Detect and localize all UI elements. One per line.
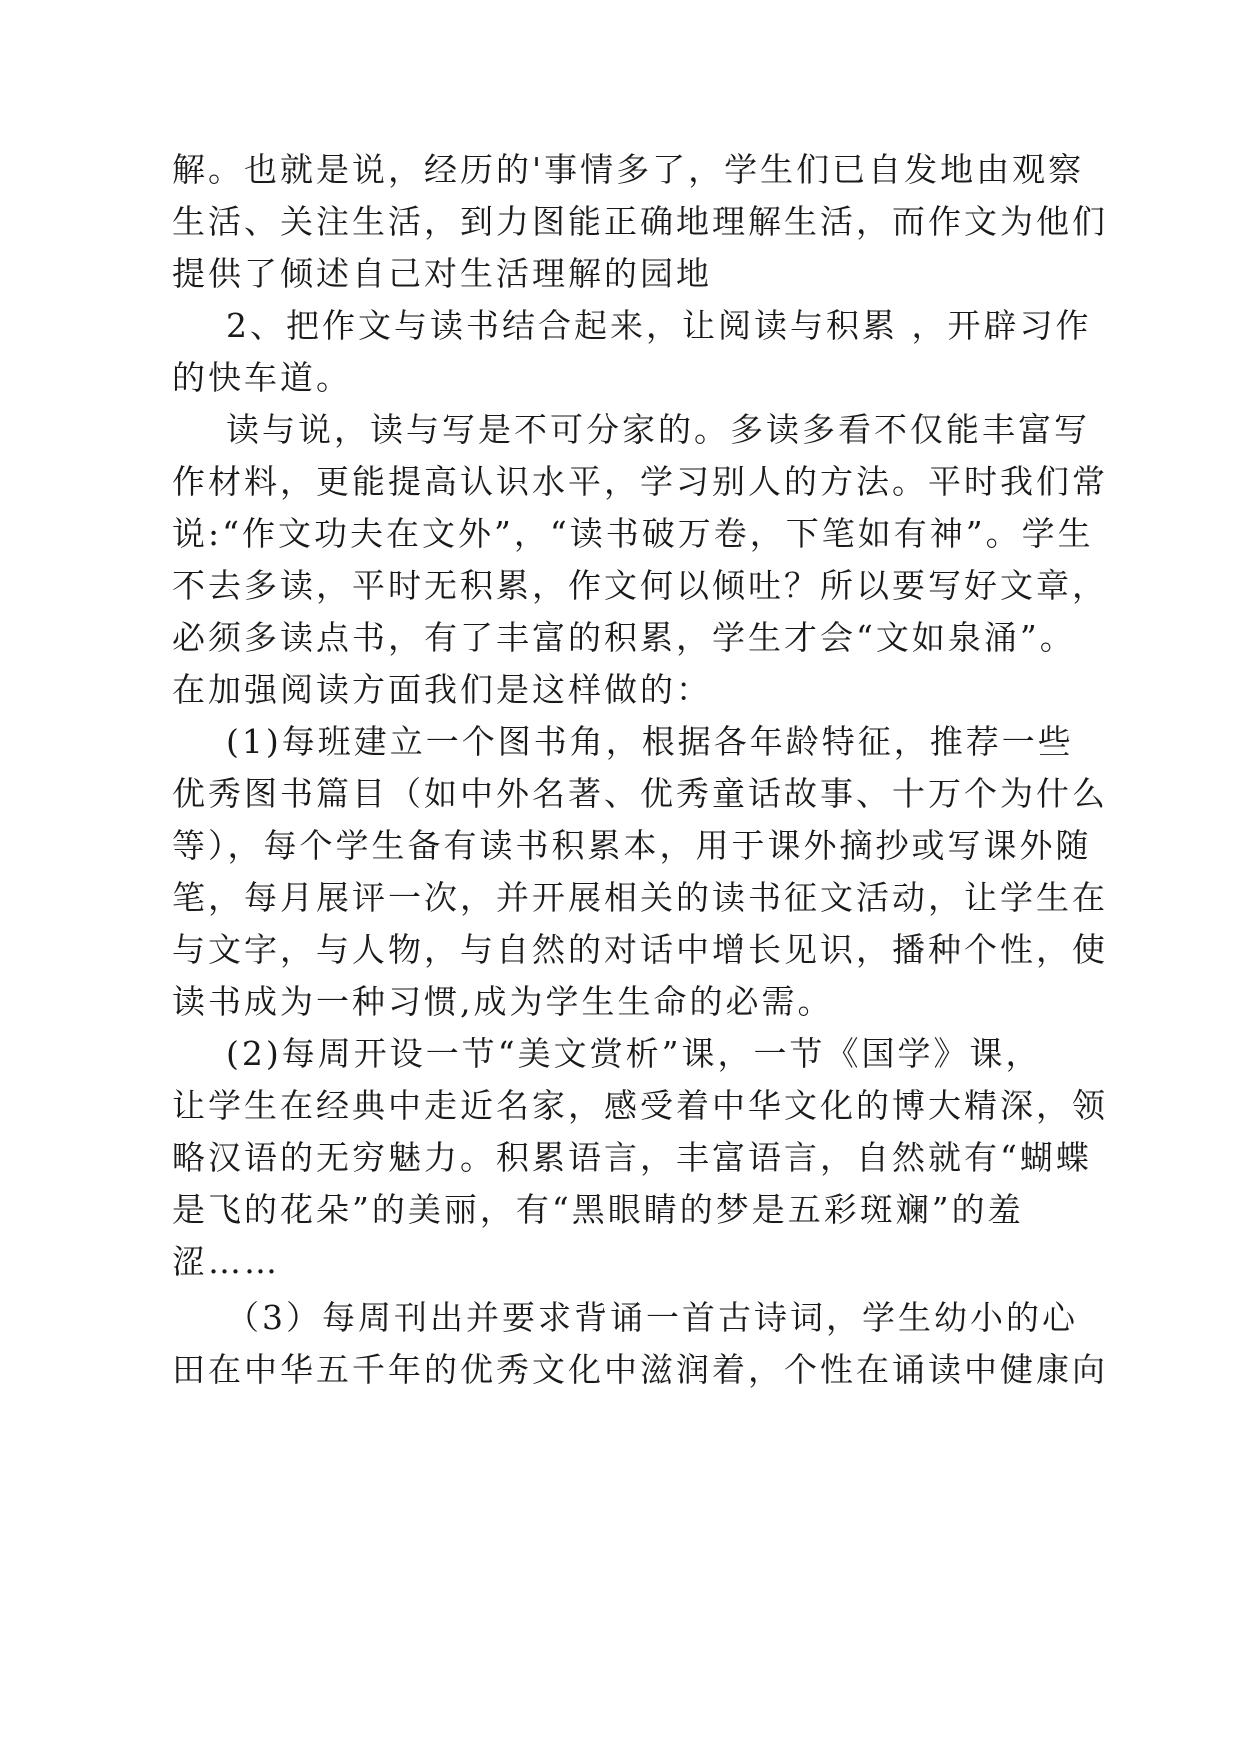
- text-line: 读与说，读与写是不可分家的。多读多看不仅能丰富写: [226, 410, 1090, 449]
- text-line: 提供了倾述自己对生活理解的园地: [172, 254, 712, 293]
- text-line: 涩……: [172, 1242, 280, 1281]
- text-line: 与文字，与人物，与自然的对话中增长见识，播种个性，使: [172, 930, 1108, 969]
- text-line: 优秀图书篇目（如中外名著、优秀童话故事、十万个为什么: [172, 774, 1108, 813]
- text-line: 不去多读，平时无积累，作文何以倾吐？所以要写好文章，: [172, 566, 1108, 605]
- text-line: 的快车道。: [172, 358, 352, 397]
- text-line: 在加强阅读方面我们是这样做的：: [172, 670, 712, 709]
- text-line: 等），每个学生备有读书积累本，用于课外摘抄或写课外随: [172, 826, 1092, 865]
- text-line: (1)每班建立一个图书角，根据各年龄特征，推荐一些: [226, 722, 1074, 761]
- text-line: 必须多读点书，有了丰富的积累，学生才会“文如泉涌”。: [172, 618, 1076, 657]
- text-line: (2)每周开设一节“美文赏析”课，一节《国学》课，: [226, 1034, 1042, 1073]
- text-line: 让学生在经典中走近名家，感受着中华文化的博大精深，领: [172, 1086, 1108, 1125]
- text-line: 作材料，更能提高认识水平，学习别人的方法。平时我们常: [172, 462, 1108, 501]
- text-line: （3）每周刊出并要求背诵一首古诗词，学生幼小的心: [226, 1298, 1078, 1337]
- text-line: 是飞的花朵”的美丽，有“黑眼睛的梦是五彩斑斓”的羞: [172, 1190, 1024, 1229]
- text-line: 2、把作文与读书结合起来，让阅读与积累 ，开辟习作: [226, 306, 1092, 345]
- text-line: 读书成为一种习惯,成为学生生命的必需。: [172, 982, 834, 1021]
- text-line: 解。也就是说，经历的'事情多了，学生们已自发地由观察: [172, 150, 1085, 189]
- text-line: 生活、关注生活，到力图能正确地理解生活，而作文为他们: [172, 202, 1108, 241]
- text-line: 略汉语的无穷魅力。积累语言，丰富语言，自然就有“蝴蝶: [172, 1138, 1092, 1177]
- text-line: 田在中华五千年的优秀文化中滋润着，个性在诵读中健康向: [172, 1350, 1108, 1389]
- text-line: 笔，每月展评一次，并开展相关的读书征文活动，让学生在: [172, 878, 1108, 917]
- text-line: 说:“作文功夫在文外”，“读书破万卷，下笔如有神”。学生: [172, 514, 1094, 553]
